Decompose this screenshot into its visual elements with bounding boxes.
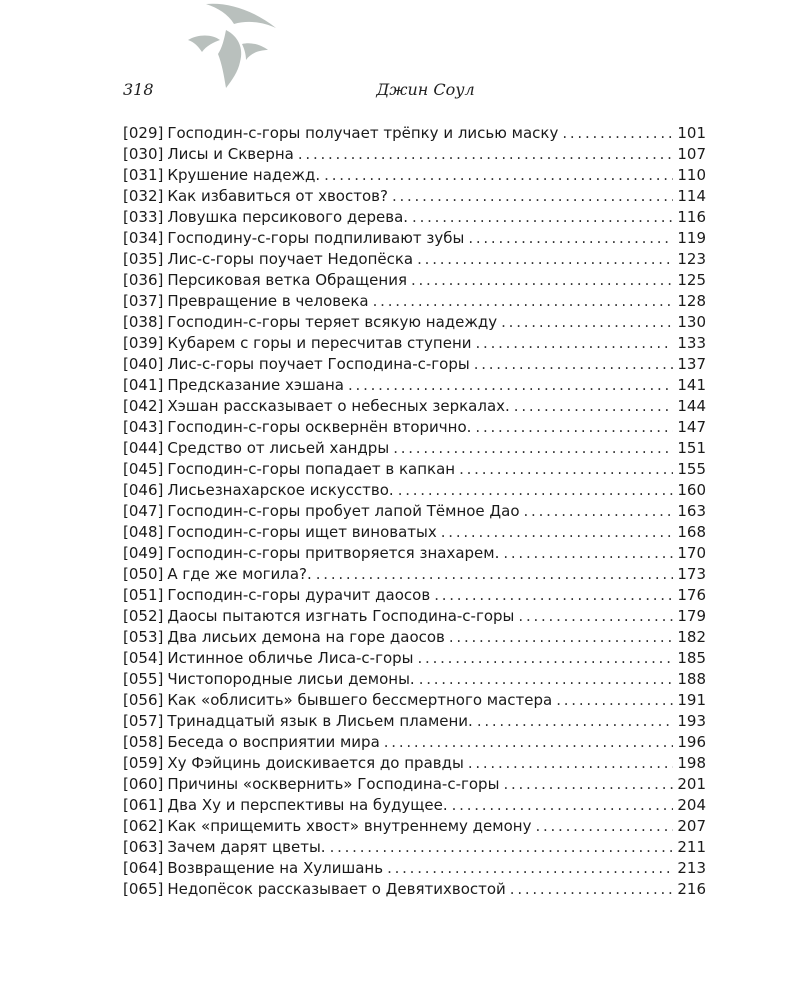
toc-entry-number: [053] [123, 628, 164, 646]
toc-entry-page: 116 [677, 208, 706, 226]
toc-entry-title [123, 795, 448, 816]
toc-leader-dots [411, 270, 673, 291]
toc-entry-page: 185 [677, 649, 706, 667]
toc-entry-title [123, 480, 394, 501]
toc-entry-number: [032] [123, 187, 164, 205]
toc-entry-title [123, 270, 407, 291]
toc-leader-dots [348, 375, 673, 396]
toc-entry-page: 151 [677, 439, 706, 457]
toc-entry-number: [048] [123, 523, 164, 541]
toc-entry [123, 207, 706, 228]
toc-entry-page: 204 [677, 796, 706, 814]
toc-entry-title [123, 585, 430, 606]
toc-entry-number: [049] [123, 544, 164, 562]
toc-entry [123, 564, 706, 585]
toc-entry-number: [038] [123, 313, 164, 331]
toc-entry [123, 543, 706, 564]
toc-entry [123, 795, 706, 816]
toc-entry-number: [041] [123, 376, 164, 394]
toc-entry-text: Два лисьих демона на горе даосов [167, 628, 445, 646]
toc-entry-title [123, 333, 472, 354]
toc-entry-number: [035] [123, 250, 164, 268]
toc-entry-text: Ловушка персикового дерева. [167, 208, 409, 226]
toc-entry [123, 711, 706, 732]
toc-entry-number: [037] [123, 292, 164, 310]
toc-entry-page: 119 [677, 229, 706, 247]
toc-entry-text: Лис-с-горы поучает Господина-с-горы [167, 355, 470, 373]
toc-entry [123, 123, 706, 144]
toc-entry-text: Беседа о восприятии мира [167, 733, 380, 751]
toc-entry [123, 522, 706, 543]
table-of-contents [123, 123, 706, 900]
toc-entry [123, 375, 706, 396]
toc-leader-dots [514, 396, 674, 417]
toc-leader-dots [562, 123, 673, 144]
toc-entry-number: [045] [123, 460, 164, 478]
toc-leader-dots [419, 669, 674, 690]
toc-entry-title [123, 732, 380, 753]
toc-entry-text: Как «облисить» бывшего бессмертного мастера [167, 691, 553, 709]
toc-entry [123, 396, 706, 417]
toc-leader-dots [518, 606, 673, 627]
toc-entry-page: 107 [677, 145, 706, 163]
toc-entry-number: [057] [123, 712, 164, 730]
toc-entry-page: 137 [677, 355, 706, 373]
toc-entry-text: Чистопородные лисьи демоны. [167, 670, 415, 688]
toc-entry-page: 160 [677, 481, 706, 499]
toc-entry-title [123, 753, 464, 774]
toc-leader-dots [330, 837, 674, 858]
toc-entry-page: 198 [677, 754, 706, 772]
toc-entry-number: [061] [123, 796, 164, 814]
toc-entry-page: 193 [677, 712, 706, 730]
toc-entry-title [123, 312, 497, 333]
toc-entry-title [123, 165, 320, 186]
toc-entry-page: 216 [677, 880, 706, 898]
toc-entry-text: Ху Фэйцинь доискивается до правды [167, 754, 464, 772]
toc-entry-text: Зачем дарят цветы. [167, 838, 326, 856]
toc-entry-number: [050] [123, 565, 164, 583]
toc-entry-number: [042] [123, 397, 164, 415]
toc-leader-dots [459, 459, 673, 480]
toc-leader-dots [474, 354, 674, 375]
toc-entry-title [123, 774, 499, 795]
toc-entry-title [123, 648, 414, 669]
toc-entry-page: 191 [677, 691, 706, 709]
toc-entry-text: Возвращение на Хулишань [167, 859, 384, 877]
toc-leader-dots [510, 879, 674, 900]
toc-entry [123, 858, 706, 879]
toc-entry-text: Персиковая ветка Обращения [167, 271, 407, 289]
toc-entry-number: [059] [123, 754, 164, 772]
toc-leader-dots [392, 186, 673, 207]
toc-entry-number: [056] [123, 691, 164, 709]
toc-entry-page: 101 [677, 124, 706, 142]
toc-leader-dots [373, 291, 674, 312]
toc-entry-title [123, 627, 445, 648]
toc-entry-number: [039] [123, 334, 164, 352]
toc-entry-number: [060] [123, 775, 164, 793]
toc-entry-page: 207 [677, 817, 706, 835]
toc-entry [123, 354, 706, 375]
toc-entry-number: [065] [123, 880, 164, 898]
toc-entry-page: 176 [677, 586, 706, 604]
toc-entry-title [123, 606, 514, 627]
toc-leader-dots [441, 522, 674, 543]
toc-entry [123, 669, 706, 690]
toc-leader-dots [468, 753, 674, 774]
toc-entry-title [123, 375, 344, 396]
toc-entry [123, 186, 706, 207]
toc-entry-number: [029] [123, 124, 164, 142]
toc-leader-dots [524, 501, 674, 522]
toc-entry-title [123, 837, 326, 858]
toc-entry-title [123, 396, 510, 417]
page-header [123, 80, 706, 102]
toc-entry-page: 110 [677, 166, 706, 184]
toc-entry [123, 480, 706, 501]
toc-entry [123, 312, 706, 333]
toc-entry-title [123, 144, 294, 165]
toc-entry-text: Превращение в человека [167, 292, 369, 310]
toc-leader-dots [556, 690, 673, 711]
toc-entry-number: [047] [123, 502, 164, 520]
toc-entry-title [123, 417, 471, 438]
toc-entry-title [123, 858, 383, 879]
toc-entry [123, 144, 706, 165]
toc-entry-text: Истинное обличье Лиса-с-горы [167, 649, 414, 667]
toc-entry [123, 291, 706, 312]
toc-entry-title [123, 207, 408, 228]
toc-entry-text: Господин-с-горы притворяется знахарем. [167, 544, 500, 562]
toc-entry-page: 123 [677, 250, 706, 268]
toc-leader-dots [384, 732, 674, 753]
toc-entry-title [123, 249, 413, 270]
toc-entry-text: А где же могила?. [167, 565, 312, 583]
toc-entry-title [123, 438, 389, 459]
toc-entry [123, 165, 706, 186]
toc-entry-page: 201 [677, 775, 706, 793]
toc-leader-dots [417, 249, 673, 270]
toc-entry-text: Господину-с-горы подпиливают зубы [167, 229, 465, 247]
toc-entry-number: [044] [123, 439, 164, 457]
toc-entry-number: [052] [123, 607, 164, 625]
toc-entry-number: [046] [123, 481, 164, 499]
toc-entry-title [123, 564, 312, 585]
toc-leader-dots [468, 228, 673, 249]
toc-entry [123, 753, 706, 774]
toc-entry-page: 114 [677, 187, 706, 205]
toc-entry-page: 168 [677, 523, 706, 541]
toc-leader-dots [387, 858, 673, 879]
toc-entry [123, 249, 706, 270]
toc-entry-page: 128 [677, 292, 706, 310]
toc-leader-dots [434, 585, 673, 606]
toc-entry-text: Лисьезнахарское искусство. [167, 481, 394, 499]
toc-entry-text: Даосы пытаются изгнать Господина-с-горы [167, 607, 515, 625]
toc-leader-dots [535, 816, 673, 837]
toc-entry [123, 837, 706, 858]
toc-entry-text: Господин-с-горы теряет всякую надежду [167, 313, 498, 331]
toc-entry-page: 188 [677, 670, 706, 688]
toc-entry-number: [043] [123, 418, 164, 436]
toc-leader-dots [324, 165, 673, 186]
toc-entry-number: [064] [123, 859, 164, 877]
toc-entry-page: 130 [677, 313, 706, 331]
toc-entry [123, 816, 706, 837]
toc-entry-title [123, 711, 473, 732]
toc-entry-number: [054] [123, 649, 164, 667]
toc-entry-text: Господин-с-горы попадает в капкан [167, 460, 456, 478]
toc-entry-text: Господин-с-горы дурачит даосов [167, 586, 431, 604]
toc-entry [123, 417, 706, 438]
toc-leader-dots [477, 711, 674, 732]
toc-entry [123, 606, 706, 627]
toc-entry [123, 459, 706, 480]
toc-entry-number: [030] [123, 145, 164, 163]
toc-entry-number: [040] [123, 355, 164, 373]
toc-entry-page: 173 [677, 565, 706, 583]
toc-entry-page: 211 [677, 838, 706, 856]
toc-entry [123, 501, 706, 522]
toc-entry-title [123, 186, 388, 207]
toc-entry-text: Как избавиться от хвостов? [167, 187, 388, 205]
toc-entry-text: Лис-с-горы поучает Недопёска [167, 250, 414, 268]
toc-entry-title [123, 690, 552, 711]
toc-entry-text: Тринадцатый язык в Лисьем пламени. [167, 712, 473, 730]
toc-entry-page: 196 [677, 733, 706, 751]
toc-entry-page: 141 [677, 376, 706, 394]
toc-entry-title [123, 459, 455, 480]
page-number: 318 [123, 80, 154, 99]
toc-entry-text: Лисы и Скверна [167, 145, 294, 163]
toc-entry [123, 879, 706, 900]
toc-entry-title [123, 354, 470, 375]
toc-entry-title [123, 123, 558, 144]
toc-entry [123, 585, 706, 606]
toc-entry [123, 732, 706, 753]
toc-entry-text: Господин-с-горы получает трёпку и лисью маску [167, 124, 559, 142]
toc-entry-text: Два Ху и перспективы на будущее. [167, 796, 448, 814]
toc-leader-dots [503, 543, 673, 564]
toc-entry-page: 125 [677, 271, 706, 289]
toc-entry [123, 333, 706, 354]
toc-entry-text: Предсказание хэшана [167, 376, 344, 394]
toc-leader-dots [501, 312, 673, 333]
running-head-author: Джин Соул [376, 80, 475, 99]
toc-entry-text: Господин-с-горы пробует лапой Тёмное Дао [167, 502, 520, 520]
toc-entry-page: 213 [677, 859, 706, 877]
toc-leader-dots [476, 333, 674, 354]
toc-entry [123, 627, 706, 648]
toc-entry-text: Кубарем с горы и пересчитав ступени [167, 334, 472, 352]
toc-entry-page: 170 [677, 544, 706, 562]
toc-entry-page: 147 [677, 418, 706, 436]
toc-leader-dots [393, 438, 673, 459]
toc-leader-dots [475, 417, 673, 438]
toc-entry-text: Господин-с-горы ищет виноватых [167, 523, 437, 541]
toc-entry-page: 144 [677, 397, 706, 415]
toc-entry-text: Недопёсок рассказывает о Девятихвостой [167, 880, 506, 898]
toc-entry-text: Хэшан рассказывает о небесных зеркалах. [167, 397, 510, 415]
toc-entry-title [123, 543, 499, 564]
toc-entry-title [123, 501, 520, 522]
toc-entry-title [123, 228, 464, 249]
toc-entry-page: 179 [677, 607, 706, 625]
toc-entry-number: [051] [123, 586, 164, 604]
toc-entry [123, 690, 706, 711]
toc-entry-number: [058] [123, 733, 164, 751]
toc-leader-dots [316, 564, 674, 585]
toc-entry-number: [031] [123, 166, 164, 184]
toc-entry-title [123, 291, 369, 312]
toc-leader-dots [503, 774, 673, 795]
toc-entry-page: 182 [677, 628, 706, 646]
toc-leader-dots [449, 627, 673, 648]
toc-entry-number: [034] [123, 229, 164, 247]
toc-leader-dots [418, 648, 674, 669]
toc-entry-text: Причины «осквернить» Господина-с-горы [167, 775, 500, 793]
toc-entry [123, 228, 706, 249]
toc-entry-number: [033] [123, 208, 164, 226]
toc-entry-page: 133 [677, 334, 706, 352]
toc-entry-number: [063] [123, 838, 164, 856]
toc-leader-dots [452, 795, 674, 816]
toc-entry [123, 648, 706, 669]
toc-entry-text: Как «прищемить хвост» внутреннему демону [167, 817, 532, 835]
toc-entry-title [123, 816, 531, 837]
toc-entry [123, 438, 706, 459]
toc-entry-number: [036] [123, 271, 164, 289]
toc-leader-dots [412, 207, 673, 228]
toc-entry [123, 774, 706, 795]
toc-entry-number: [055] [123, 670, 164, 688]
toc-entry-text: Крушение надежд. [167, 166, 321, 184]
toc-leader-dots [298, 144, 673, 165]
toc-entry-text: Средство от лисьей хандры [167, 439, 390, 457]
toc-entry-text: Господин-с-горы осквернён вторично. [167, 418, 472, 436]
toc-entry-number: [062] [123, 817, 164, 835]
toc-entry-title [123, 669, 415, 690]
toc-entry-page: 163 [677, 502, 706, 520]
toc-entry-page: 155 [677, 460, 706, 478]
toc-leader-dots [398, 480, 674, 501]
toc-entry-title [123, 879, 506, 900]
toc-entry-title [123, 522, 437, 543]
toc-entry [123, 270, 706, 291]
